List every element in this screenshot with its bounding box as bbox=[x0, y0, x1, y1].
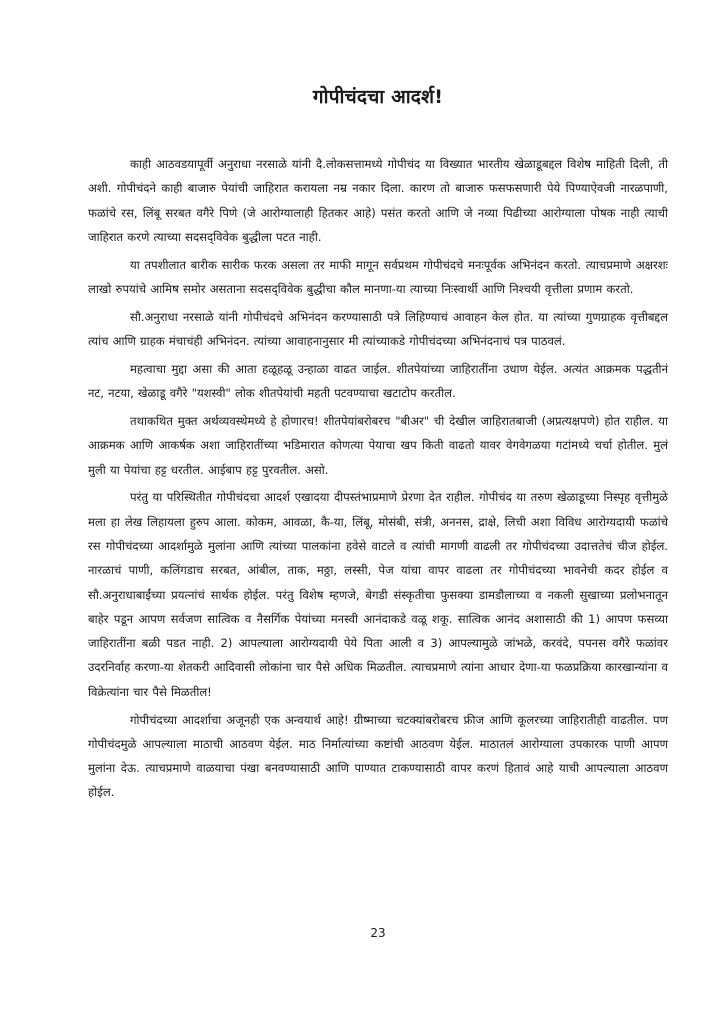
page-title: गोपीचंदचा आदर्श! bbox=[312, 86, 444, 108]
article-body bbox=[88, 152, 668, 808]
paragraph-6: परंतु या परिस्थितीत गोपीचंदचा आदर्श एखादया दीपस्तंभाप्रमाणे प्रेरणा देत राहील. गोपीचंद या तरुण खेळाडूच्या निस्पृह वृत्तीमुळे मला हा लेख लिहायला हुरुप आला. कोकम, आवळा, कै-या, लिंबू, मोसंबी, संत्री, अननस, द्राक्षे, लिची अशा विविध आरोग्यदायी फळांचे रस गोपीचंदच्या आदर्शामुळे मुलांना आणि त्यांच्या पालकांना हवेसे वाटले व त्यांची मागणी वाढली तर गोपीचंदच्या उदात्ततेचं चीज होईल. नारळाचं पाणी, कलिंगडाच सरबत, आंबील, ताक, मठ्ठा, लस्सी, पेज यांचा वापर वाढला तर गोपीचंदच्या भावनेची कदर होईल व सौ.अनुराधाबाईंच्या प्रयत्नांचं सार्थक होईल. परंतु विशेष म्हणजे, बेगडी संस्कृतीचा फुसक्या डामडौलाच्या व नकली सुखाच्या प्रलोभनातून बाहेर पडून आपण सर्वजण सात्विक व नैसर्गिक पेयांच्या मनस्वी आनंदाकडे वळू शकू. सात्विक आनंद अशासाठी की 1) आपण फसव्या जाहिरातींना बळी पडत नाही. 2) आपल्याला आरोग्यदायी पेये पिता आली व 3) आपल्यामुळे जांभळे, करवंदे, पपनस वगैरे फळांवर उदरनिर्वाह करणा-या शेतकरी आदिवासी लोकांना चार पैसे अधिक मिळतील. त्याचप्रमाणे त्यांना आधार देणा-या फळप्रक्रिया कारखान्यांना व विक्रेत्यांना चार पैसे मिळतील! bbox=[88, 490, 668, 699]
page-number: 23 bbox=[370, 926, 386, 940]
paragraph-7: गोपीचंदच्या आदर्शाचा अजूनही एक अन्वयार्थ आहे! ग्रीष्माच्या चटक्यांबरोबरच फ्रीज आणि कूलरच्या जाहिरातीही वाढतील. पण गोपीचंदमुळे आपल्याला माठाची आठवण येईल. माठ निर्मात्यांच्या कष्टांची आठवण येईल. माठातलं आरोग्याला उपकारक पाणी आपण मुलांना देऊ. त्याचप्रमाणे वाळयाचा पंखा बनवण्यासाठी आणि पाण्यात टाकण्यासाठी वापर करणं हितावं आहे याची आपल्याला आठवण होईल. bbox=[88, 712, 668, 800]
document-page bbox=[88, 0, 668, 1030]
paragraph-1: काही आठवडयापूर्वी अनुराधा नरसाळे यांनी दै.लोकसत्तामध्ये गोपीचंद या विख्यात भारतीय खेळाडूबद्दल विशेष माहिती दिली, ती अशी. गोपीचंदने काही बाजारु पेयांची जाहिरात करायला नम्र नकार दिला. कारण तो बाजारु फसफसणारी पेये पिण्याऐवजी नारळपाणी, फळांचे रस, लिंबू सरबत वगैरे पिणे (जे आरोग्यालाही हितकर आहे) पसंत करतो आणि जे नव्या पिढीच्या आरोग्याला पोषक नाही त्याची जाहिरात करणे त्याच्या सदसद्‌विवेक बुद्धीला पटत नाही. bbox=[88, 157, 668, 244]
paragraph-5: तथाकथित मुक्त अर्थव्यवस्थेमध्ये हे होणारच! शीतपेयांबरोबरच "बीअर" ची देखील जाहिरातबाजी (अप्रत्यक्षपणे) होत राहील. या आक्रमक आणि आकर्षक अशा जाहिरातींच्या भडिमारात कोणत्या पेयाचा खप किती वाढतो यावर वेगवेगळया गटांमध्ये चर्चा होतील. मुलं मुली या पेयांचा हट्ट धरतील. आईबाप हट्ट पुरवतील. असो. bbox=[88, 413, 668, 477]
paragraph-2: या तपशीलात बारीक सारीक फरक असला तर माफी मागून सर्वप्रथम गोपीचंदचे मनःपूर्वक अभिनंदन करतो. त्याचप्रमाणे अक्षरशः लाखो रुपयांचे आमिष समोर असताना सदसद्‌विवेक बुद्धीचा कौल मानणा-या त्याच्या निःस्वार्थी आणि निश्चयी वृत्तीला प्रणाम करतो. bbox=[88, 257, 668, 296]
paragraph-3: सौ.अनुराधा नरसाळे यांनी गोपीचंदचे अभिनंदन करण्यासाठी पत्रे लिहिण्याचं आवाहन केल होत. या त्यांच्या गुणग्राहक वृत्तीबद्दल त्यांच आणि ग्राहक मंचाचंही अभिनंदन. त्यांच्या आवाहनानुसार मी त्यांच्याकडे गोपीचंदच्या अभिनंदनाचं पत्र पाठवलं. bbox=[88, 309, 668, 349]
paragraph-4: महत्वाचा मुद्दा असा की आता हळूहळू उन्हाळा वाढत जाईल. शीतपेयांच्या जाहिरातींना उधाण येईल. अत्यंत आक्रमक पद्धतीनं नट, नटया, खेळाडू वगैरे "यशस्वी" लोक शीतपेयांची महती पटवण्याचा खटाटोप करतील. bbox=[88, 361, 668, 401]
